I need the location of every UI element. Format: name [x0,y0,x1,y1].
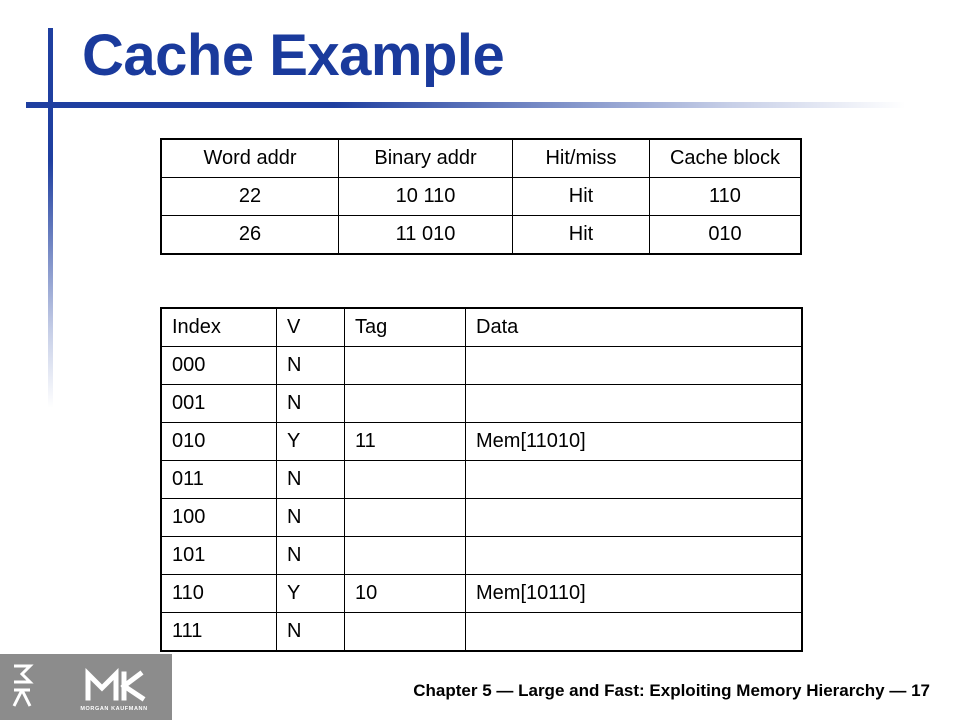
cache-cell-index: 110 [162,575,277,613]
title-accent-horizontal-bar [26,102,906,108]
cache-header-data: Data [466,309,802,347]
access-header-hit-miss: Hit/miss [513,140,650,178]
access-header-binary-addr: Binary addr [339,140,513,178]
cache-cell-tag [345,499,466,537]
cache-cell-index: 001 [162,385,277,423]
access-cell-hit-miss: Hit [513,216,650,254]
slide-title: Cache Example [82,23,505,88]
access-cell-word-addr: 22 [162,178,339,216]
title-accent-vertical-bar [48,28,53,408]
access-table-row [162,178,801,216]
cache-cell-data: Mem[10110] [466,575,802,613]
cache-cell-valid: Y [277,575,345,613]
cache-cell-data [466,537,802,575]
logo-sub-text: MORGAN KAUFMANN [80,706,148,712]
access-header-word-addr: Word addr [162,140,339,178]
access-cell-cache-block: 010 [650,216,801,254]
access-cell-word-addr: 26 [162,216,339,254]
access-cell-hit-miss: Hit [513,178,650,216]
cache-cell-index: 011 [162,461,277,499]
access-cell-binary-addr: 10 110 [339,178,513,216]
morgan-kaufmann-logo [0,654,172,720]
cache-cell-data: Mem[11010] [466,423,802,461]
cache-cell-tag [345,537,466,575]
cache-cell-index: 111 [162,613,277,651]
cache-cell-index: 010 [162,423,277,461]
access-table [161,139,801,254]
cache-cell-valid: N [277,499,345,537]
cache-table-header-row [162,309,802,347]
cache-cell-valid: N [277,347,345,385]
slide-footer: Chapter 5 — Large and Fast: Exploiting Memory Hierarchy — 17 [413,681,930,700]
cache-cell-index: 000 [162,347,277,385]
cache-cell-tag [345,347,466,385]
cache-table-row [162,613,802,651]
cache-cell-valid: N [277,537,345,575]
access-header-cache-block: Cache block [650,140,801,178]
access-cell-binary-addr: 11 010 [339,216,513,254]
access-cell-cache-block: 110 [650,178,801,216]
cache-cell-valid: N [277,385,345,423]
access-table-header-row [162,140,801,178]
cache-cell-valid: Y [277,423,345,461]
cache-table-row [162,423,802,461]
cache-header-tag: Tag [345,309,466,347]
cache-cell-data [466,499,802,537]
cache-cell-data [466,385,802,423]
cache-cell-tag [345,461,466,499]
cache-cell-tag: 10 [345,575,466,613]
cache-table-row [162,347,802,385]
cache-cell-tag: 11 [345,423,466,461]
cache-cell-data [466,461,802,499]
access-table-row [162,216,801,254]
cache-cell-tag [345,385,466,423]
cache-cell-tag [345,613,466,651]
cache-cell-data [466,347,802,385]
cache-cell-data [466,613,802,651]
cache-cell-index: 100 [162,499,277,537]
cache-table-row [162,385,802,423]
cache-header-valid: V [277,309,345,347]
cache-table-row [162,499,802,537]
cache-table [161,308,802,651]
cache-header-index: Index [162,309,277,347]
cache-cell-valid: N [277,461,345,499]
cache-cell-index: 101 [162,537,277,575]
cache-table-row [162,575,802,613]
cache-table-row [162,537,802,575]
morgan-kaufmann-logo-icon [0,654,172,720]
cache-cell-valid: N [277,613,345,651]
cache-table-row [162,461,802,499]
